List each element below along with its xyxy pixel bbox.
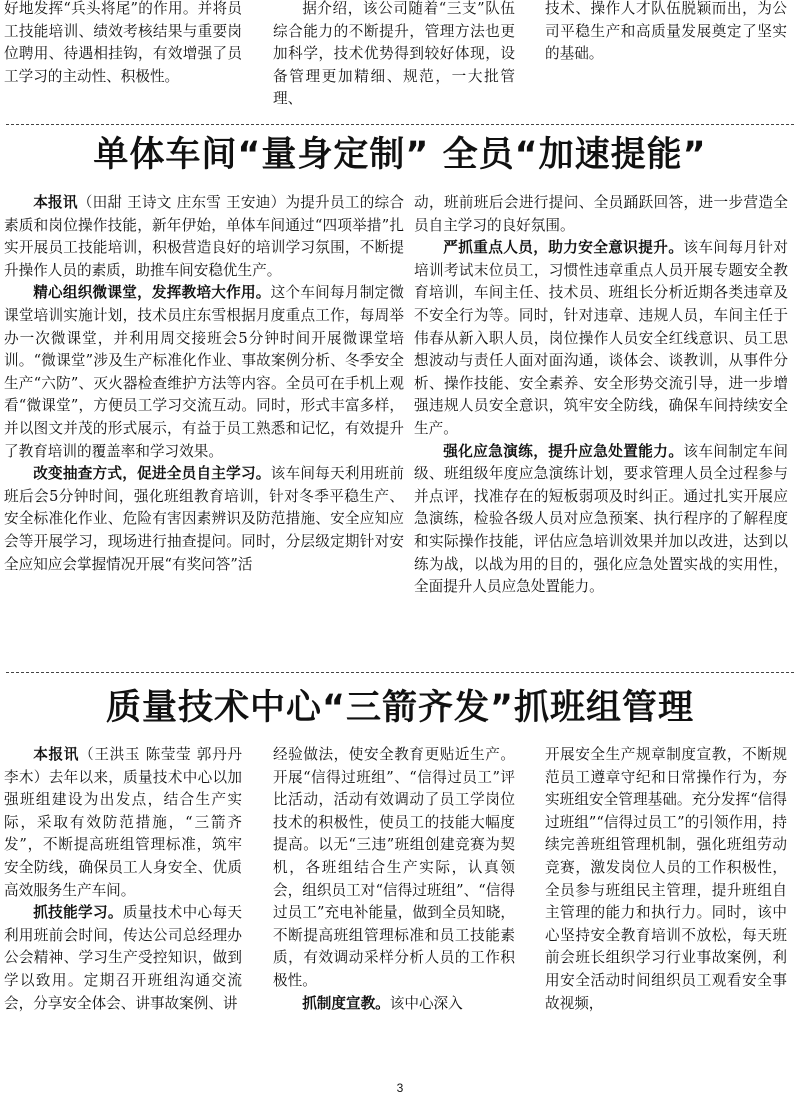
top-column-3 [545, 0, 787, 66]
article1-section-2-title: 改变抽查方式，促进全员自主学习。 [33, 465, 271, 483]
article1-section-1 [4, 282, 404, 463]
article1-section-3-title: 严抓重点人员，助力安全意识提升。 [443, 239, 684, 257]
top-column-2 [273, 0, 515, 111]
article1-column-2 [414, 192, 788, 599]
page-number: 3 [396, 1081, 404, 1095]
article1-section-2-text: 该车间每天利用班前班后会5分钟时间，强化班组教育培训，针对冬季平稳生产、安全标准化作业、危险有害因素辨识及防范措施、安全应知应会等开展学习，现场进行抽查提问。同时，分层级定期针对安全应知应会掌握情况开展“有奖问答”活 [4, 465, 404, 573]
top-column-1 [4, 0, 242, 88]
article2-column-3-text: 开展安全生产规章制度宣教，不断规范员工遵章守纪和日常操作行为，夯实班组安全管理基础。充分发挥“信得过班组”“信得过员工”的引领作用，持续完善班组管理机制，强化班组劳动竞赛，激发岗位人员的工作积极性，全员参与班组民主管理，提升班组自主管理的能力和执行力。同时，该中心坚持安全教育培训不放松，每天班前会班长组织学习行业事故案例，利用安全活动时间组织员工观看安全事故视频， [545, 746, 787, 1012]
article1-section-1-text: 这个车间每月制定微课堂培训实施计划，技术员庄东雪根据月度重点工作，每周举办一次微课堂，并利用周交接班会5分钟时间开展微课堂培训。“微课堂”涉及生产标准化作业、事故案例分析、冬季安全生产“六防”、灭火器检查维护方法等内容。全员可在手机上观看“微课堂”，方便员工学习交流互动。同时，形式丰富多样，并以图文并茂的形式展示，有益于员工熟悉和记忆，有效提升了教育培训的覆盖率和学习效果。 [4, 284, 404, 460]
article1-headline: 单体车间“量身定制” 全员“加速提能” [93, 135, 707, 175]
article1-section-4-title: 强化应急演练，提升应急处置能力。 [443, 442, 684, 460]
article1-section-4 [414, 441, 788, 599]
article1-column-1 [4, 192, 404, 576]
article2-lead-label: 本报讯 [33, 746, 80, 763]
article1-section-4-text: 该车间制定车间级、班组级年度应急演练计划，要求管理人员全过程参与并点评，找准存在的短板弱项及时纠正。通过扎实开展应急演练，检验各级人员对应急预案、执行程序的了解程度和实际操作技能，评估应急培训效果并加以改进，达到以练为战，以战为用的目的，强化应急处置实战的实用性，全面提升人员应急处置能力。 [414, 442, 788, 596]
article2-section-1 [4, 902, 242, 1015]
article1-section-1-title: 精心组织微课堂，发挥教培大作用。 [33, 284, 271, 302]
article2-column-3 [545, 744, 787, 1015]
article2-lead [4, 744, 242, 902]
article1-lead [4, 192, 404, 282]
article2-column-2 [273, 744, 515, 1015]
article1-column-2-continuation: 动，班前班后会进行提问、全员踊跃回答，进一步营造全员自主学习的良好氛围。 [414, 194, 788, 234]
article2-column-1 [4, 744, 242, 1015]
article2-lead-text: 去年以来，质量技术中心以加强班组建设为出发点，结合生产实际，采取有效防范措施，“三箭齐发”，不断提高班组管理标准，筑牢安全防线，确保员工人身安全、优质高效服务生产车间。 [4, 768, 242, 899]
top-column-2-text: 据介绍，该公司随着“三支”队伍综合能力的不断提升，管理方法也更加科学，技术优势得到较好体现，设备管理更加精细、规范，一大批管理、 [273, 0, 515, 108]
article1-lead-authors: （田甜 王诗文 庄东雪 王安迪） [77, 194, 286, 211]
article2-section-2 [273, 993, 515, 1016]
article1-section-2 [4, 463, 404, 576]
article2-section-2-title: 抓制度宣教。 [302, 994, 390, 1012]
article2-section-1-text: 质量技术中心每天利用班前会时间，传达公司总经理办公会精神、学习生产受控知识，做到学以致用。定期召开班组沟通交流会，分享安全体会、讲事故案例、讲 [4, 904, 242, 1012]
divider-top [6, 124, 794, 125]
article1-section-3 [414, 237, 788, 440]
article2-column-2-text: 经验做法，使安全教育更贴近生产。开展“信得过班组”、“信得过员工”评比活动，活动有效调动了员工学岗位技术的积极性，使员工的技能大幅度提高。以无“三违”班组创建竞赛为契机，各班组结合生产实际，认真领会，组织员工对“信得过班组”、“信得过员工”充电补能量，做到全员知晓，不断提高班组管理标准和员工技能素质，有效调动采样分析人员的工作积极性。 [273, 746, 515, 989]
article1-lead-label: 本报讯 [33, 194, 78, 211]
article2-headline: 质量技术中心“三箭齐发”抓班组管理 [105, 688, 694, 728]
article2-section-1-title: 抓技能学习。 [33, 904, 123, 922]
article1-section-3-text: 该车间每月针对培训考试末位员工，习惯性违章重点人员开展专题安全教育培训，车间主任、技术员、班组长分析近期各类违章及不安全行为等。同时，针对违章、违规人员，车间主任于伟春从新入职人员，岗位操作人员安全红线意识、员工思想波动与责任人面对面沟通，谈体会、谈教训，从事件分析、操作技能、安全素养、安全形势交流引导，进一步增强违规人员安全意识，筑牢安全防线，确保车间持续安全生产。 [414, 239, 788, 437]
top-column-3-text: 技术、操作人才队伍脱颖而出，为公司平稳生产和高质量发展奠定了坚实的基础。 [545, 0, 787, 63]
article1-lead-text: 为提升员工的综合素质和岗位操作技能，新年伊始，单体车间通过“四项举措”扎实开展员工技能培训，积极营造良好的培训学习氛围，不断提升操作人员的素质，助推车间安稳优生产。 [4, 194, 404, 279]
article2-lead-authors: （王洪玉 陈莹莹 郭丹丹 李木） [4, 746, 242, 786]
top-column-1-text: 好地发挥“兵头将尾”的作用。并将员工技能培训、绩效考核结果与重要岗位聘用、待遇相挂钩，有效增强了员工学习的主动性、积极性。 [4, 0, 242, 85]
divider-middle [6, 672, 794, 673]
article2-section-2-text: 该中心深入 [389, 994, 463, 1012]
